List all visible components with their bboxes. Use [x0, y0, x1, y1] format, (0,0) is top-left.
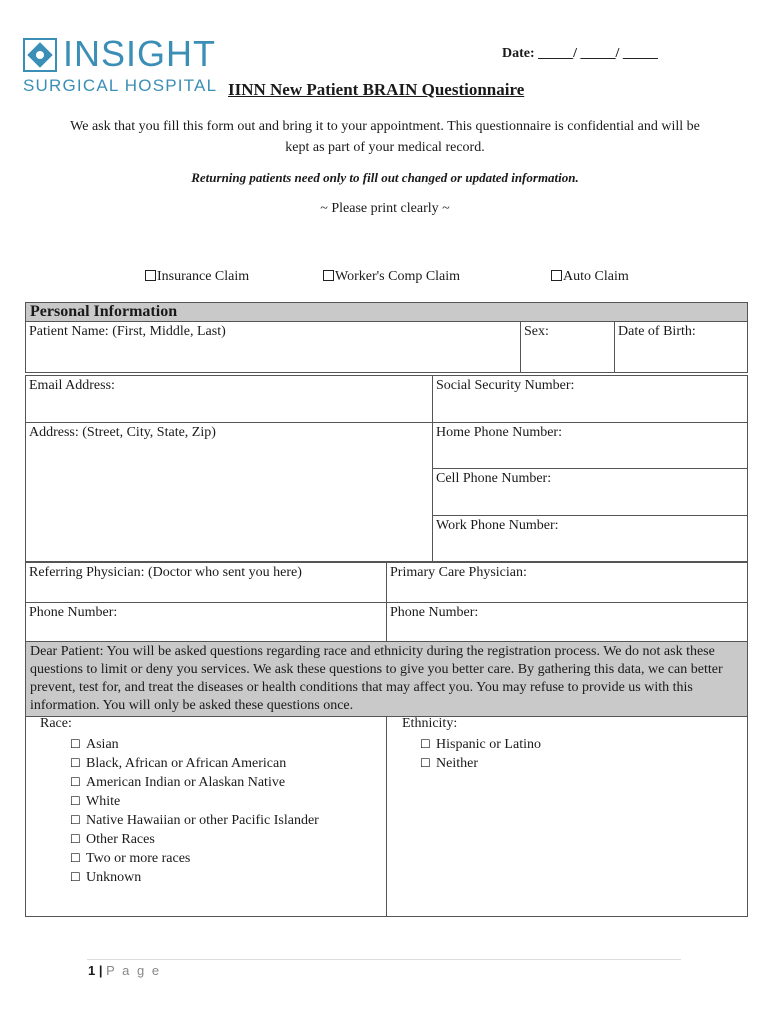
race-option-native-hawaiian[interactable] [70, 811, 319, 830]
race-option-black[interactable] [70, 754, 319, 773]
primary-physician-field[interactable] [386, 562, 748, 602]
logo-word-surgical: SURGICAL HOSPITAL [23, 76, 218, 95]
checkbox-icon[interactable]: ☐ [70, 832, 81, 846]
ethnicity-option-hispanic[interactable] [420, 735, 541, 754]
checkbox-icon[interactable]: ☐ [70, 794, 81, 808]
sex-field[interactable] [520, 321, 614, 373]
work-phone-field[interactable] [432, 515, 748, 562]
returning-note: Returning patients need only to fill out changed or updated information. [191, 170, 579, 185]
patient-name-label: Patient Name: (First, Middle, Last) [29, 324, 226, 339]
primary-phone-field[interactable] [386, 602, 748, 642]
page-word: P a g e [106, 963, 162, 978]
workers-comp-claim-checkbox[interactable] [323, 269, 460, 285]
insurance-claim-checkbox[interactable] [145, 269, 249, 285]
option-label: American Indian or Alaskan Native [86, 775, 286, 790]
race-option-american-indian[interactable] [70, 773, 319, 792]
referring-physician-field[interactable] [25, 562, 386, 602]
logo-mark-icon [23, 38, 57, 72]
logo-word-insight: INSIGHT [63, 33, 217, 74]
dob-field[interactable] [614, 321, 748, 373]
page-number: 1 [88, 963, 96, 978]
work-phone-label: Work Phone Number: [436, 518, 559, 533]
intro-text: We ask that you fill this form out and bring it to your appointment. This questionnaire is confidential and will be kept as part of your medical record. [70, 119, 700, 155]
claim-label: Worker's Comp Claim [335, 269, 461, 284]
ssn-label: Social Security Number: [436, 378, 575, 393]
ssn-field[interactable] [432, 375, 748, 422]
race-option-other[interactable] [70, 830, 319, 849]
form-title: IINN New Patient BRAIN Questionnaire [228, 80, 525, 99]
checkbox-icon[interactable]: ☐ [70, 851, 81, 865]
cell-phone-label: Cell Phone Number: [436, 471, 552, 486]
checkbox-icon[interactable]: ☐ [70, 756, 81, 770]
checkbox-icon[interactable]: ☐ [70, 775, 81, 789]
checkbox-icon[interactable]: ☐ [70, 737, 81, 751]
option-label: Neither [436, 756, 478, 771]
phone-label: Phone Number: [390, 605, 479, 620]
dob-label: Date of Birth: [618, 324, 696, 339]
auto-claim-checkbox[interactable] [551, 269, 629, 285]
home-phone-field[interactable] [432, 422, 748, 468]
email-field[interactable] [25, 375, 432, 422]
race-option-two-or-more[interactable] [70, 849, 319, 868]
option-label: Other Races [86, 832, 155, 847]
option-label: White [86, 794, 121, 809]
ethnicity-options [420, 735, 541, 773]
checkbox-icon[interactable]: ☐ [70, 870, 81, 884]
checkbox-icon[interactable] [145, 270, 156, 281]
patient-notice: Dear Patient: You will be asked questions regarding race and ethnicity during the registration process. We do not ask these questions to limit or deny you services. We ask these questions to give you better care. By gathering this data, we can better prevent, test for, and treat the diseases or health conditions that may affect you. You may refuse to provide us with this information. You will only be asked these questions once. [25, 641, 748, 717]
claim-label: Auto Claim [563, 269, 629, 284]
race-option-unknown[interactable] [70, 868, 319, 887]
race-option-white[interactable] [70, 792, 319, 811]
date-field[interactable]: Date: _____/ _____/ _____ [502, 46, 658, 61]
phone-label: Phone Number: [29, 605, 118, 620]
ethnicity-option-neither[interactable] [420, 754, 541, 773]
primary-label: Primary Care Physician: [390, 565, 527, 580]
personal-info-header: Personal Information [25, 302, 748, 322]
address-field[interactable] [25, 422, 432, 562]
option-label: Black, African or African American [86, 756, 287, 771]
page-separator: | [98, 963, 103, 978]
address-label: Address: (Street, City, State, Zip) [29, 425, 216, 440]
footer-divider [87, 959, 681, 960]
sex-label: Sex: [524, 324, 549, 339]
checkbox-icon[interactable]: ☐ [420, 756, 431, 770]
race-options [70, 735, 319, 887]
patient-name-field[interactable] [25, 321, 520, 373]
claim-label: Insurance Claim [157, 269, 250, 284]
cell-phone-field[interactable] [432, 468, 748, 515]
option-label: Two or more races [86, 851, 191, 866]
checkbox-icon[interactable] [551, 270, 562, 281]
page-footer [88, 963, 161, 978]
print-note: ~ Please print clearly ~ [320, 201, 450, 216]
checkbox-icon[interactable]: ☐ [420, 737, 431, 751]
referring-phone-field[interactable] [25, 602, 386, 642]
option-label: Unknown [86, 870, 142, 885]
race-option-asian[interactable] [70, 735, 319, 754]
option-label: Asian [86, 737, 119, 752]
home-phone-label: Home Phone Number: [436, 425, 562, 440]
option-label: Hispanic or Latino [436, 737, 541, 752]
checkbox-icon[interactable] [323, 270, 334, 281]
referring-label: Referring Physician: (Doctor who sent you here) [29, 565, 302, 580]
ethnicity-label: Ethnicity: [402, 716, 458, 731]
checkbox-icon[interactable]: ☐ [70, 813, 81, 827]
race-label: Race: [40, 716, 72, 731]
hospital-logo [23, 33, 223, 98]
email-label: Email Address: [29, 378, 115, 393]
option-label: Native Hawaiian or other Pacific Islander [86, 813, 319, 828]
